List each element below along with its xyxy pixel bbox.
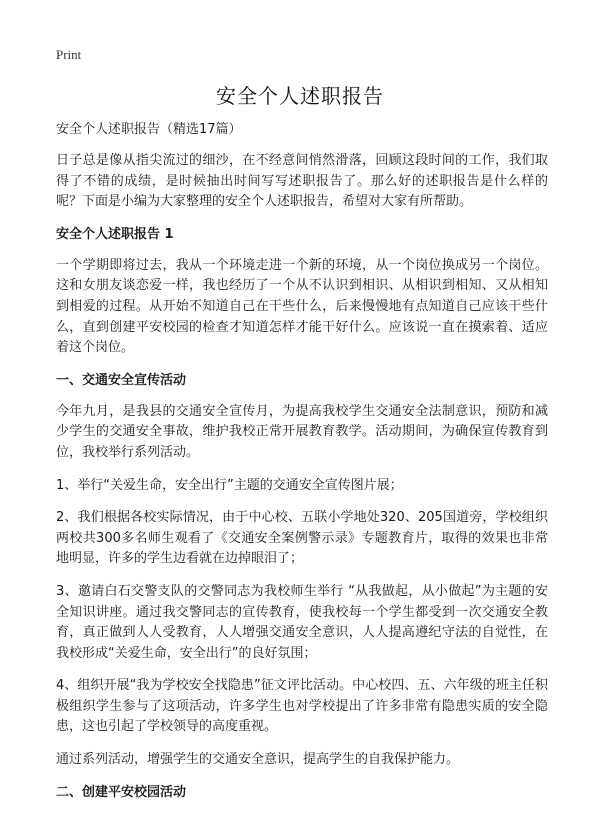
document-subtitle: 安全个人述职报告（精选17篇） xyxy=(56,122,242,137)
print-link[interactable]: Print xyxy=(56,47,82,62)
section-heading-safe-campus: 二、创建平安校园活动 xyxy=(56,784,187,800)
document-body xyxy=(56,120,548,814)
page-title: 安全个人述职报告 xyxy=(216,84,384,108)
intro-paragraph: 日子总是像从指尖流过的细沙，在不经意间悄然滑落，回顾这段时间的工作，我们取得了不错的成绩，是时候抽出时间写写述职报告了。那么好的述职报告是什么样的呢？下面是小编为大家整理的安全个人述职报告，希望对大家有所帮助。 xyxy=(56,153,548,210)
section-paragraph: 通过系列活动，增强学生的交通安全意识，提高学生的自我保护能力。 xyxy=(56,752,460,768)
section-paragraph: 4、组织开展“我为学校安全找隐患”征文评比活动。中心校四、五、六年级的班主任积极组织学生参与了这项活动，许多学生也对学校提出了许多非常有隐患实质的安全隐患，这也引起了学校领导的高度重视。 xyxy=(56,678,548,735)
section-paragraph: 2、我们根据各校实际情况，由于中心校、五联小学地处320、205国道旁，学校组织两校共300多名师生观看了《交通安全案例警示录》专题教育片，取得的效果也非常地明显，许多的学生边看就在边掉眼泪了； xyxy=(56,510,548,567)
section-paragraph: 1、举行“关爱生命，安全出行”主题的交通安全宣传图片展； xyxy=(56,477,403,493)
report-heading: 安全个人述职报告 1 xyxy=(56,226,174,242)
section-paragraph: 今年九月，是我县的交通安全宣传月，为提高我校学生交通安全法制意识，预防和减少学生的交通安全事故，维护我校正常开展教育教学。活动期间，为确保宣传教育到位，我校举行系列活动。 xyxy=(56,403,548,460)
section-paragraph: 3、邀请白石交警支队的交警同志为我校师生举行 “从我做起，从小做起”为主题的安全知识讲座。通过我交警同志的宣传教育，使我校每一个学生都受到一次交通安全教育，真正做到人人受教育，人人增强交通安全意识，人人提高遵纪守法的自觉性，在我校形成“关爱生命，安全出行”的良好氛围； xyxy=(56,583,548,661)
report-opening-paragraph: 一个学期即将过去，我从一个环境走进一个新的环境，从一个岗位换成另一个岗位。这和女朋友谈恋爱一样，我也经历了一个从不认识到相识、从相识到相知、又从相知到相爱的过程。从开始不知道自己在干些什么，后来慢慢地有点知道自己应该干些什么，直到创建平安校园的检查才知道怎样才能干好什么。应该说一直在摸索着、适应着这个岗位。 xyxy=(56,257,548,356)
section-heading-traffic: 一、交通安全宣传活动 xyxy=(56,372,187,388)
